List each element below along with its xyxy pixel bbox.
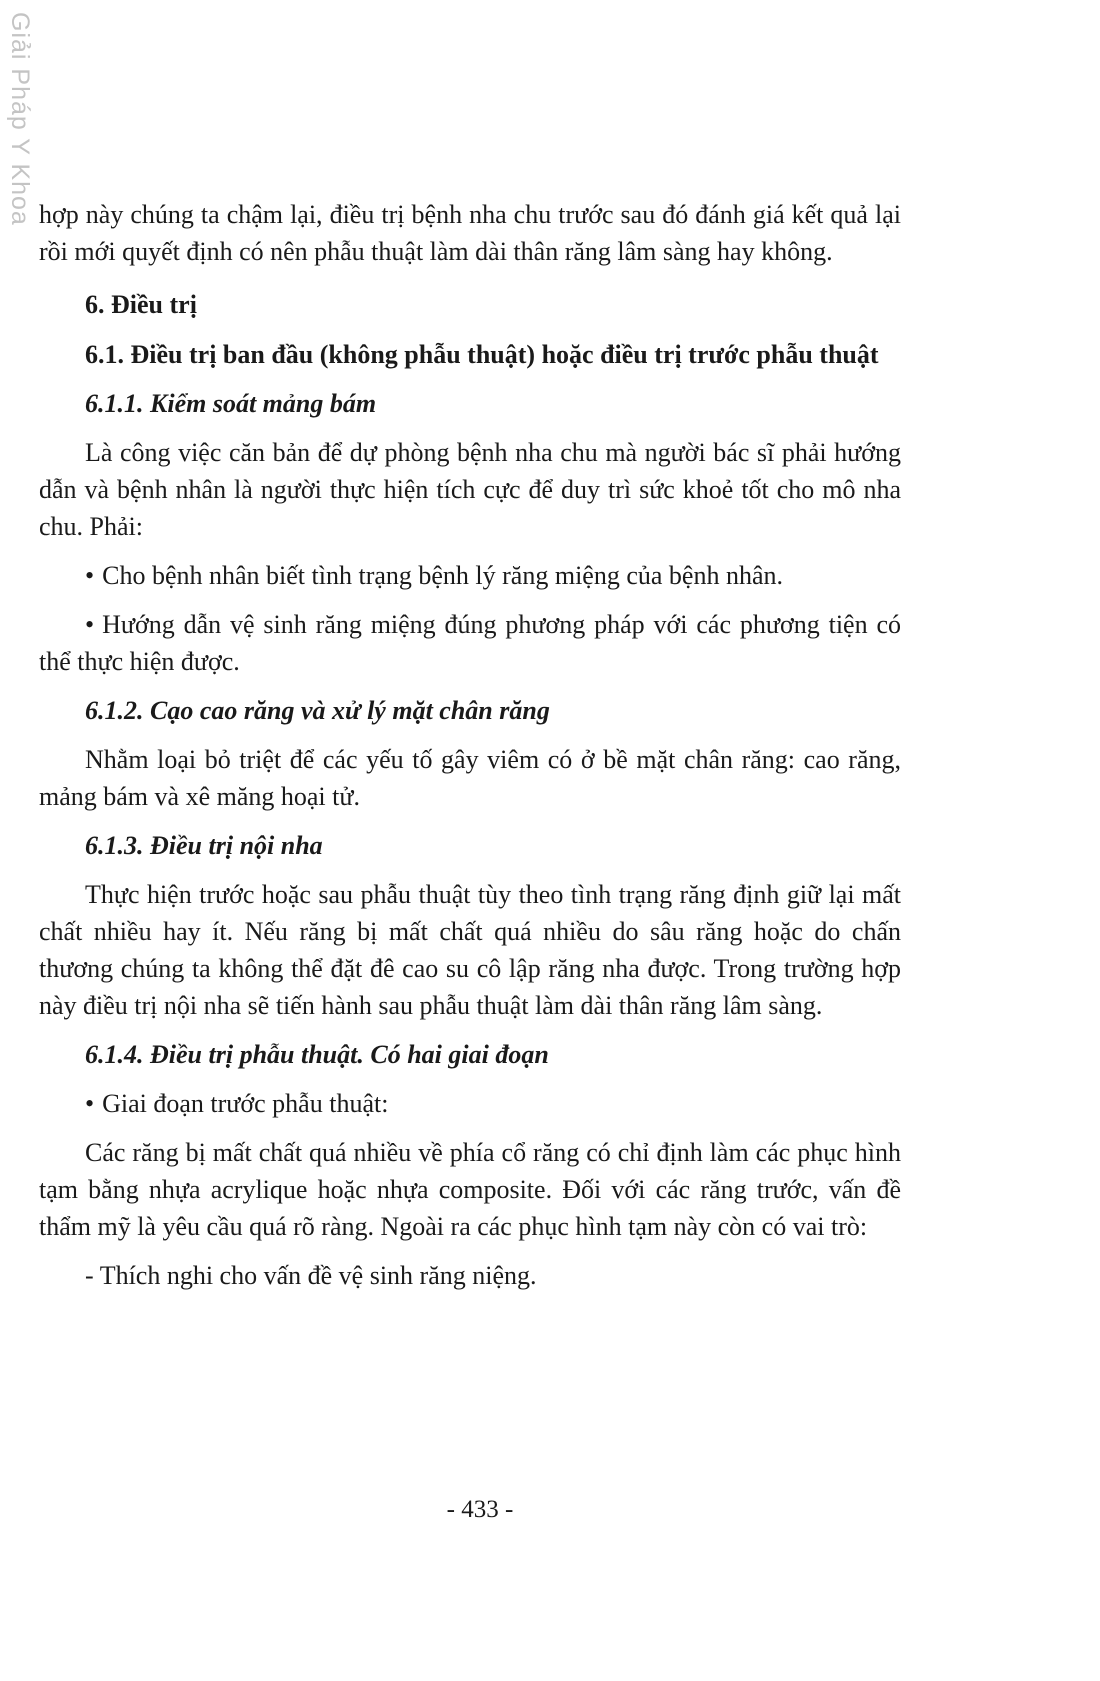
dash-item-1: - Thích nghi cho vấn đề vệ sinh răng niệng. [85,1261,537,1290]
bullet-text-2: Hướng dẫn vệ sinh răng miệng đúng phương pháp với các phương tiện có thể thực hiện được. [39,610,901,676]
heading-6-1-1: 6.1.1. Kiểm soát mảng bám [85,389,377,418]
page-body [39,196,901,1294]
bullet-item-3 [39,1085,901,1122]
paragraph-6-1-2: Nhằm loại bỏ triệt để các yếu tố gây viêm có ở bề mặt chân răng: cao răng, mảng bám và xê măng hoại tử. [39,745,901,811]
bullet-icon: • [85,1089,95,1118]
heading-6-1-4: 6.1.4. Điều trị phẫu thuật. Có hai giai đoạn [85,1040,549,1069]
paragraph-6-1-3: Thực hiện trước hoặc sau phẫu thuật tùy theo tình trạng răng định giữ lại mất chất nhiều hay ít. Nếu răng bị mất chất quá nhiều do sâu răng hoặc do chấn thương chúng ta không thể đặt đê cao su cô lập răng nha được. Trong trường hợp này điều trị nội nha sẽ tiến hành sau phẫu thuật làm dài thân răng lâm sàng. [39,880,901,1020]
heading-6-1: 6.1. Điều trị ban đầu (không phẫu thuật) hoặc điều trị trước phẫu thuật [85,340,879,369]
heading-6-1-3: 6.1.3. Điều trị nội nha [85,831,323,860]
bullet-text-3: Giai đoạn trước phẫu thuật: [102,1089,389,1118]
bullet-icon: • [85,561,95,590]
paragraph-6-1-4: Các răng bị mất chất quá nhiều về phía cổ răng có chỉ định làm các phục hình tạm bằng nhựa acrylique hoặc nhựa composite. Đối với các răng trước, vấn đề thẩm mỹ là yêu cầu quá rõ ràng. Ngoài ra các phục hình tạm này còn có vai trò: [39,1138,901,1241]
watermark-text: Giải Pháp Y Khoa [6,12,34,226]
bullet-item-1 [39,557,901,594]
bullet-item-2 [39,606,901,680]
bullet-icon: • [85,610,95,639]
heading-6-1-2: 6.1.2. Cạo cao răng và xử lý mặt chân răng [85,696,550,725]
heading-6: 6. Điều trị [85,290,197,319]
bullet-text-1: Cho bệnh nhân biết tình trạng bệnh lý răng miệng của bệnh nhân. [102,561,783,590]
page-number: - 433 - [446,1496,514,1523]
intro-paragraph: hợp này chúng ta chậm lại, điều trị bệnh nha chu trước sau đó đánh giá kết quả lại rồi mới quyết định có nên phẫu thuật làm dài thân răng lâm sàng hay không. [39,200,901,266]
paragraph-6-1-1: Là công việc căn bản để dự phòng bệnh nha chu mà người bác sĩ phải hướng dẫn và bệnh nhân là người thực hiện tích cực để duy trì sức khoẻ tốt cho mô nha chu. Phải: [39,438,901,541]
